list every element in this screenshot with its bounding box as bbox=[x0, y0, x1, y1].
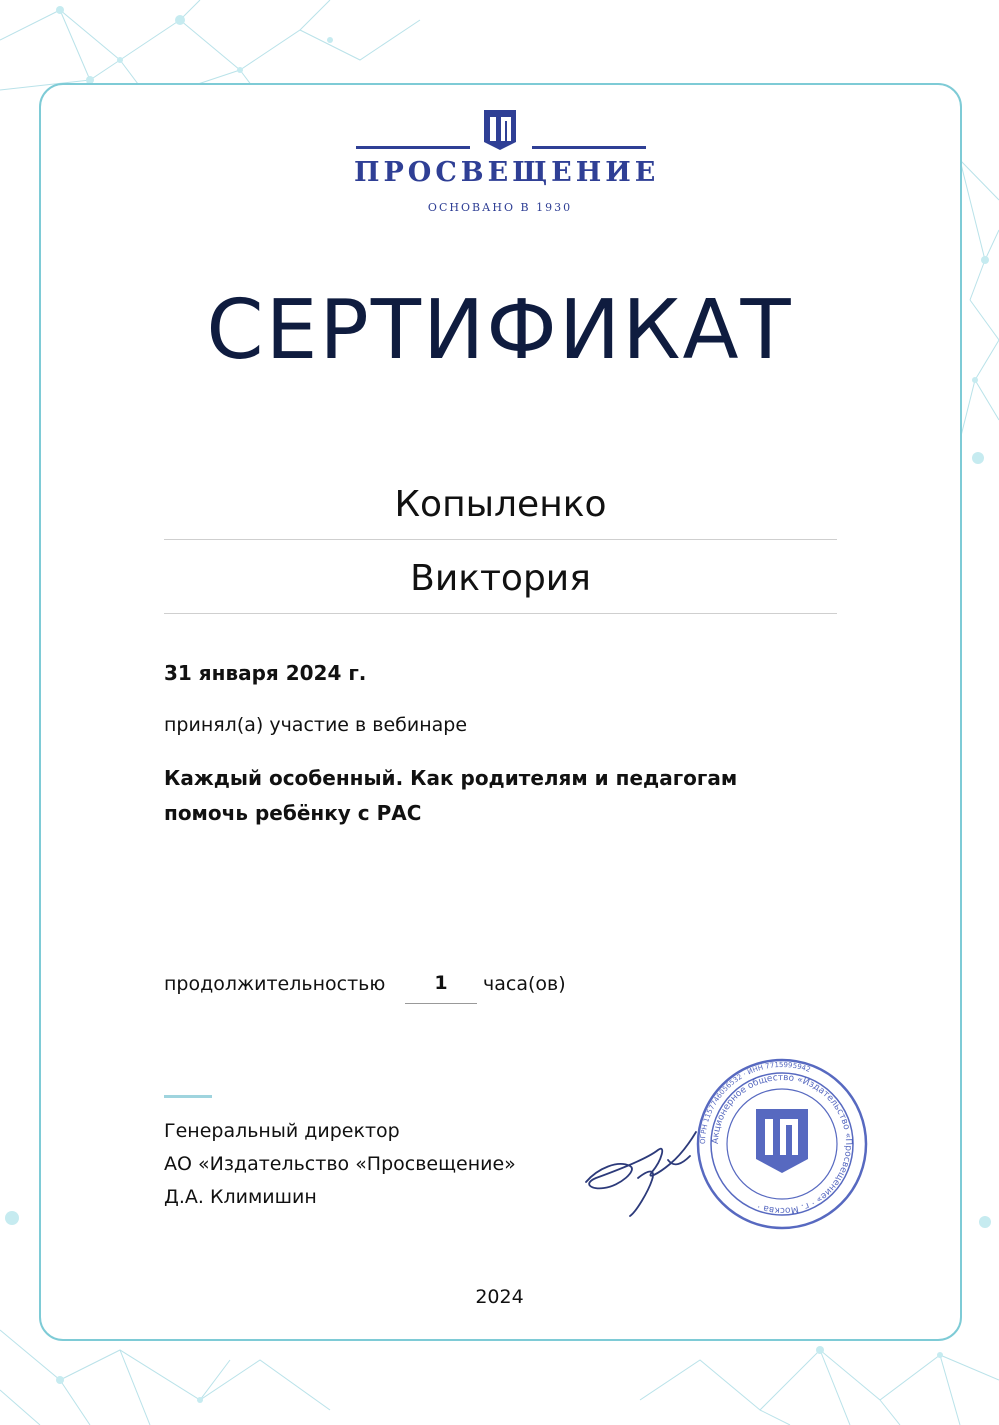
first-name-underline bbox=[164, 613, 837, 614]
surname-underline bbox=[164, 539, 837, 540]
duration-value: 1 bbox=[434, 972, 448, 994]
stamp-ring-text: Акционерное общество «Издательство «Просвещение» · г. Москва · bbox=[710, 1072, 854, 1216]
certificate-year: 2024 bbox=[475, 1286, 524, 1308]
webinar-title: Каждый особенный. Как родителям и педагогам помочь ребёнку с РАС bbox=[164, 766, 738, 825]
duration-underline bbox=[405, 1003, 477, 1004]
publisher-logo bbox=[354, 105, 660, 217]
certificate-title: СЕРТИФИКАТ bbox=[206, 283, 793, 378]
logo-line-right bbox=[532, 146, 646, 149]
signatory-position: Генеральный директор bbox=[164, 1120, 400, 1142]
recipient-first-name: Виктория bbox=[410, 558, 591, 599]
ip-logo-icon bbox=[482, 108, 518, 152]
duration-label: продолжительностью bbox=[164, 973, 386, 995]
participation-text: принял(а) участие в вебинаре bbox=[164, 714, 468, 736]
logo-name: ПРОСВЕЩЕНИЕ bbox=[354, 157, 660, 188]
logo-line-left bbox=[356, 146, 470, 149]
signatory-name: Д.А. Климишин bbox=[164, 1186, 317, 1208]
stamp-ids-text: ОГРН 1157746056532 · ИНН 7715995942 bbox=[698, 1060, 812, 1145]
stamp-icon bbox=[694, 1057, 870, 1231]
accent-line bbox=[164, 1095, 212, 1098]
signatory-block bbox=[164, 1115, 516, 1214]
signatory-organization: АО «Издательство «Просвещение» bbox=[164, 1153, 516, 1175]
duration-unit: часа(ов) bbox=[483, 973, 566, 995]
logo-subtitle: ОСНОВАНО В 1930 bbox=[427, 201, 573, 214]
recipient-surname: Копыленко bbox=[394, 484, 607, 525]
event-date: 31 января 2024 г. bbox=[164, 661, 367, 685]
